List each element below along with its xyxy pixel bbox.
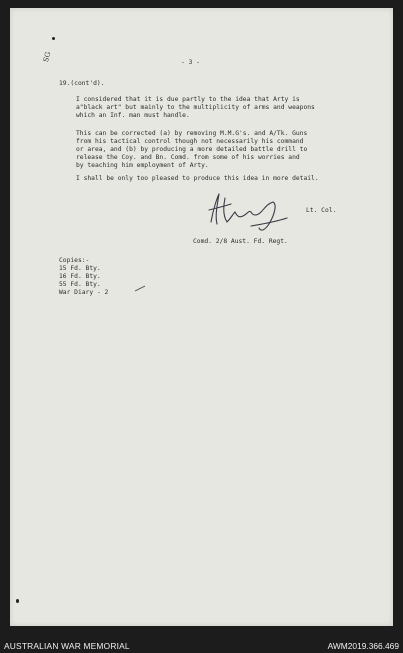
paragraph-2-line-3: or area, and (b) by producing a more detailed battle drill to [76, 146, 308, 153]
section-heading: 19.(cont'd). [59, 80, 105, 87]
footer-reference: AWM2019.366.469 [327, 641, 399, 651]
copy-entry: War Diary - 2 [59, 289, 109, 296]
page-number: - 3 - [181, 59, 200, 66]
copy-entry: 15 Fd. Bty. [59, 265, 101, 272]
copies-heading: Copies:- [59, 257, 90, 264]
margin-mark: SG [41, 50, 53, 64]
copy-entry: 16 Fd. Bty. [59, 273, 101, 280]
paragraph-2-line-2: from his tactical control though not necessarily his command [76, 138, 304, 145]
footer-institution: AUSTRALIAN WAR MEMORIAL [4, 641, 130, 651]
document-page [10, 8, 393, 626]
paragraph-2-line-5: by teaching him employment of Arty. [76, 162, 209, 169]
command-line: Comd. 2/8 Aust. Fd. Regt. [193, 238, 288, 245]
pencil-tick-mark [134, 285, 146, 293]
paragraph-2-line-1: This can be corrected (a) by removing M.M.G's. and A/Tk. Guns [76, 130, 308, 137]
paragraph-1-line-1: I considered that it is due partly to the idea that Arty is [76, 96, 300, 103]
bottom-mark [16, 599, 19, 603]
copy-entry: 55 Fd. Bty. [59, 281, 101, 288]
archive-footer [0, 626, 403, 653]
punch-hole-mark [52, 37, 55, 40]
handwritten-signature [203, 188, 293, 236]
signatory-rank: Lt. Col. [306, 207, 337, 214]
paragraph-2-line-4: release the Coy. and Bn. Comd. from some of his worries and [76, 154, 300, 161]
paragraph-1-line-2: a"black art" but mainly to the multiplicity of arms and weapons [76, 104, 315, 111]
paragraph-3: I shall be only too pleased to produce this idea in more detail. [76, 175, 319, 182]
paragraph-1-line-3: which an Inf. man must handle. [76, 112, 190, 119]
